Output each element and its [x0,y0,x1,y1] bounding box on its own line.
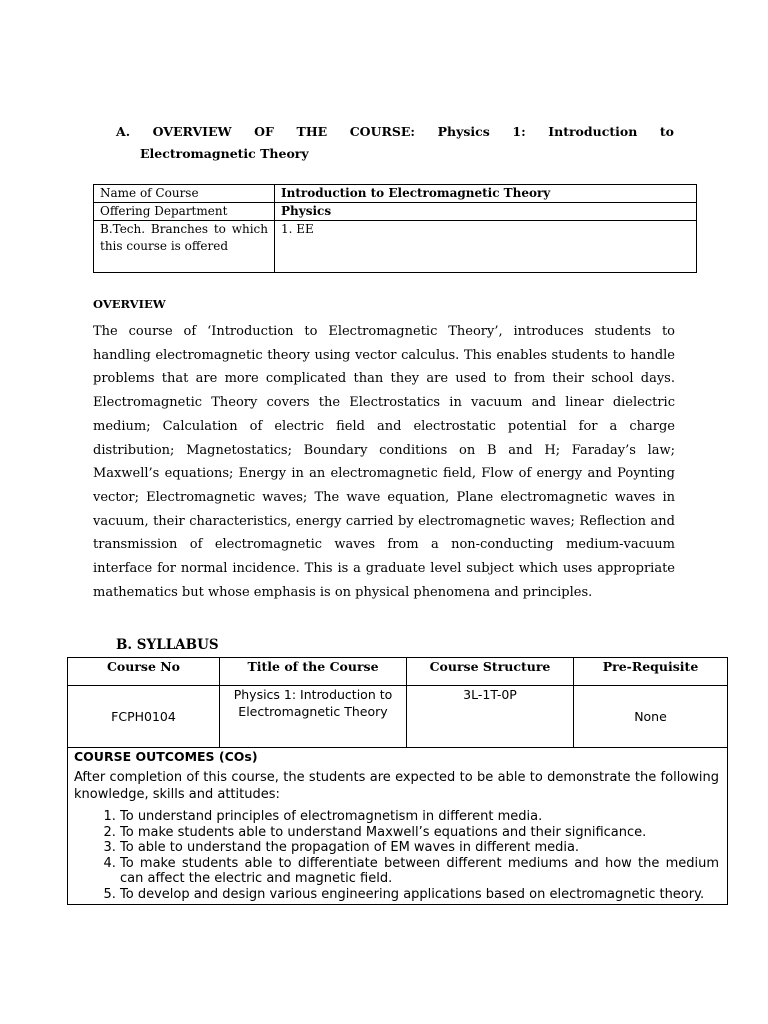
section-a-heading-line1 [116,121,674,143]
info-value: Introduction to Electromagnetic Theory [275,185,697,203]
table-row [68,686,728,748]
list-item: 1. To understand principles of electromagnetism in different media. [120,809,719,825]
section-a-heading [116,121,674,165]
overview-heading: OVERVIEW [93,297,166,311]
course-outcomes-list [74,809,719,902]
course-outcomes-cell [68,748,728,905]
table-header-row [68,658,728,686]
column-header: Pre-Requisite [574,658,728,686]
overview-paragraph: The course of ‘Introduction to Electromagnetic Theory’, introduces students to handling electromagnetic theory using vector calculus. This enables students to handle problems that are more complicated than they are used to from their school days. Electromagnetic Theory covers the Electrostatics in vacuum and linear dielectric medium; Calculation of electric field and electrostatic potential for a charge distribution; Magnetostatics; Boundary conditions on B and H; Faraday’s law; Maxwell’s equations; Energy in an electromagnetic field, Flow of energy and Poynting vector; Electromagnetic waves; The wave equation, Plane electromagnetic waves in vacuum, their characteristics, energy carried by electromagnetic waves; Reflection and transmission of electromagnetic waves from a non-conducting medium-vacuum interface for normal incidence. This is a graduate level subject which uses appropriate mathematics but whose emphasis is on physical phenomena and principles. [93,324,675,600]
section-a-word: to [659,124,674,139]
section-a-word: Physics [437,124,490,139]
section-a-heading-line2: Electromagnetic Theory [140,146,309,161]
column-header: Course No [68,658,220,686]
course-outcomes-heading: COURSE OUTCOMES (COs) [74,749,258,764]
table-row [94,221,697,273]
section-a-word: Introduction [548,124,638,139]
section-a-word: 1: [512,124,526,139]
section-a-word: COURSE: [349,124,416,139]
list-item: 4. To make students able to differentiate between different mediums and how the medium can affect the electric and magnetic field. [120,856,719,887]
course-title-cell: Physics 1: Introduction to Electromagnetic Theory [220,686,407,748]
course-info-table [93,184,697,273]
section-b-heading: B. SYLLABUS [116,637,219,653]
section-a-word: A. [116,124,131,139]
section-a-word: OF [254,124,274,139]
list-item: 2. To make students able to understand Maxwell’s equations and their significance. [120,825,719,841]
info-value: 1. EE [275,221,697,273]
course-structure-cell: 3L-1T-0P [407,686,574,748]
info-label: Offering Department [94,203,275,221]
section-a-word: THE [296,124,328,139]
column-header: Title of the Course [220,658,407,686]
section-a-word: OVERVIEW [152,124,232,139]
column-header: Course Structure [407,658,574,686]
info-label: B.Tech. Branches to which this course is offered [94,221,275,273]
course-outcomes-intro: After completion of this course, the students are expected to be able to demonstrate the following knowledge, skills and attitudes: [74,770,719,802]
list-item: 3. To able to understand the propagation of EM waves in different media. [120,840,719,856]
info-value: Physics [275,203,697,221]
syllabus-table [67,657,728,905]
prerequisite-cell: None [574,686,728,748]
table-row [68,748,728,905]
table-row [94,203,697,221]
table-row [94,185,697,203]
list-item: 5. To develop and design various engineering applications based on electromagnetic theory. [120,887,719,903]
course-no-cell: FCPH0104 [68,686,220,748]
info-label: Name of Course [94,185,275,203]
